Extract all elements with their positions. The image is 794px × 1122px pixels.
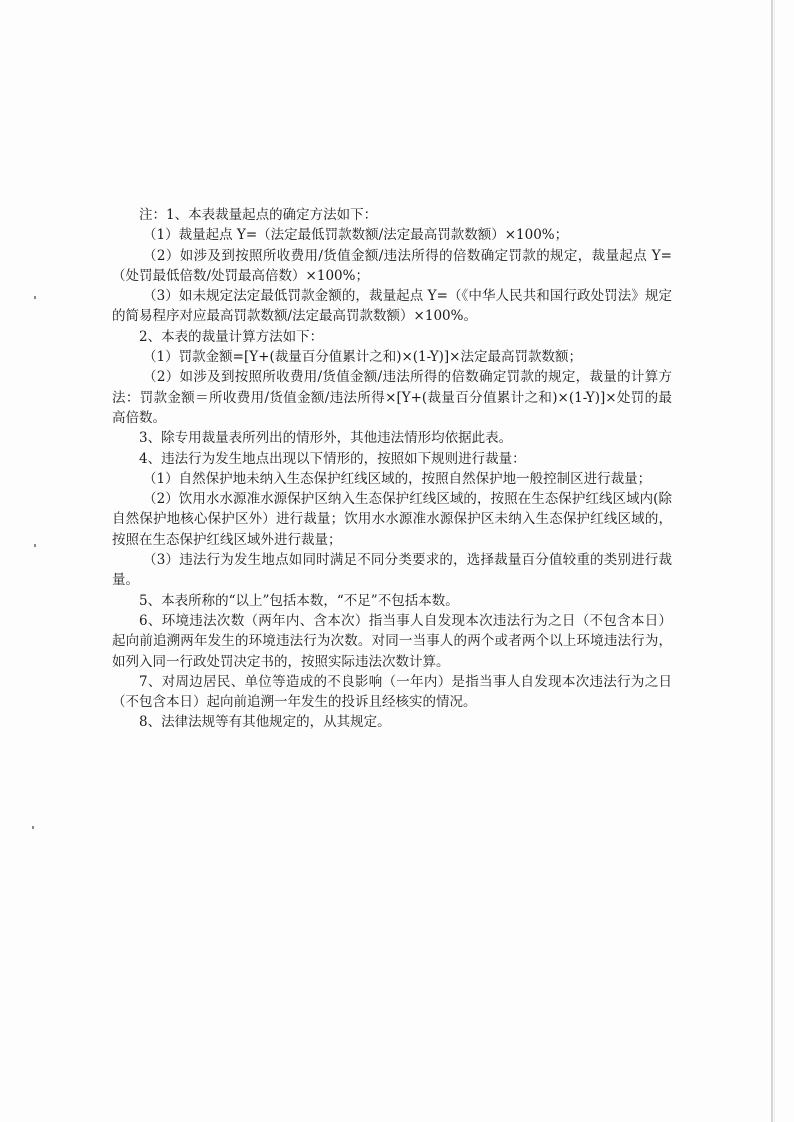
note-4-item-3: （3）违法行为发生地点如同时满足不同分类要求的，选择裁量百分值较重的类别进行裁量。 bbox=[112, 552, 672, 589]
page-edge-shadow-secondary bbox=[774, 0, 775, 1122]
note-4-heading: 4、违法行为发生地点出现以下情形的，按照如下规则进行裁量： bbox=[139, 450, 526, 467]
scan-speck bbox=[32, 826, 34, 829]
note-1-item-2: （2）如涉及到按照所收费用/货值金额/违法所得的倍数确定罚款的规定，裁量起点 Y=（处罚最低倍数/处罚最高倍数）×100%； bbox=[112, 247, 672, 284]
note-8: 8、法律法规等有其他规定的，从其规定。 bbox=[139, 714, 391, 731]
note-2-heading: 2、本表的裁量计算方法如下： bbox=[139, 328, 324, 345]
note-2-item-2: （2）如涉及到按照所收费用/货值金额/违法所得的倍数确定罚款的规定，裁量的计算方法：罚款金额＝所收费用/货值金额/违法所得×[Y+(裁量百分值累计之和)×(1-Y)]×处罚的最高倍数。 bbox=[112, 369, 672, 426]
note-4-item-2: （2）饮用水水源准水源保护区纳入生态保护红线区域的，按照在生态保护红线区域内(除自然保护地核心保护区外）进行裁量；饮用水水源准水源保护区未纳入生态保护红线区域的，按照在生态保护红线区域外进行裁量； bbox=[112, 491, 672, 548]
scan-speck bbox=[34, 544, 36, 547]
note-3: 3、除专用裁量表所列出的情形外，其他违法情形均依据此表。 bbox=[139, 430, 513, 447]
note-7: 7、对周边居民、单位等造成的不良影响（一年内）是指当事人自发现本次违法行为之日（不包含本日）起向前追溯一年发生的投诉且经核实的情况。 bbox=[112, 673, 672, 711]
note-6: 6、环境违法次数（两年内、含本次）指当事人自发现本次违法行为之日（不包含本日）起向前追溯两年发生的环境违法行为次数。对同一当事人的两个或者两个以上环境违法行为，如列入同一行政处罚决定书的，按照实际违法次数计算。 bbox=[112, 612, 672, 670]
page-edge-shadow bbox=[771, 0, 773, 1122]
note-1-heading: 注：1、本表裁量起点的确定方法如下： bbox=[139, 207, 378, 223]
notes-body bbox=[112, 205, 672, 733]
note-4-item-1: （1）自然保护地未纳入生态保护红线区域的，按照自然保护地一般控制区进行裁量； bbox=[143, 470, 652, 487]
note-2-item-1: （1）罚款金额=[Y+(裁量百分值累计之和)×(1-Y)]×法定最高罚款数额； bbox=[143, 349, 582, 366]
note-1-item-1: （1）裁量起点 Y=（法定最低罚款数额/法定最高罚款数额）×100%； bbox=[143, 227, 569, 244]
note-1-item-3: （3）如未规定法定最低罚款金额的，裁量起点 Y=（《中华人民共和国行政处罚法》规定的简易程序对应最高罚款数额/法定最高罚款数额）×100%。 bbox=[112, 288, 672, 325]
note-5: 5、本表所称的“以上”包括本数，“不足”不包括本数。 bbox=[139, 592, 459, 609]
scan-speck bbox=[34, 296, 36, 299]
